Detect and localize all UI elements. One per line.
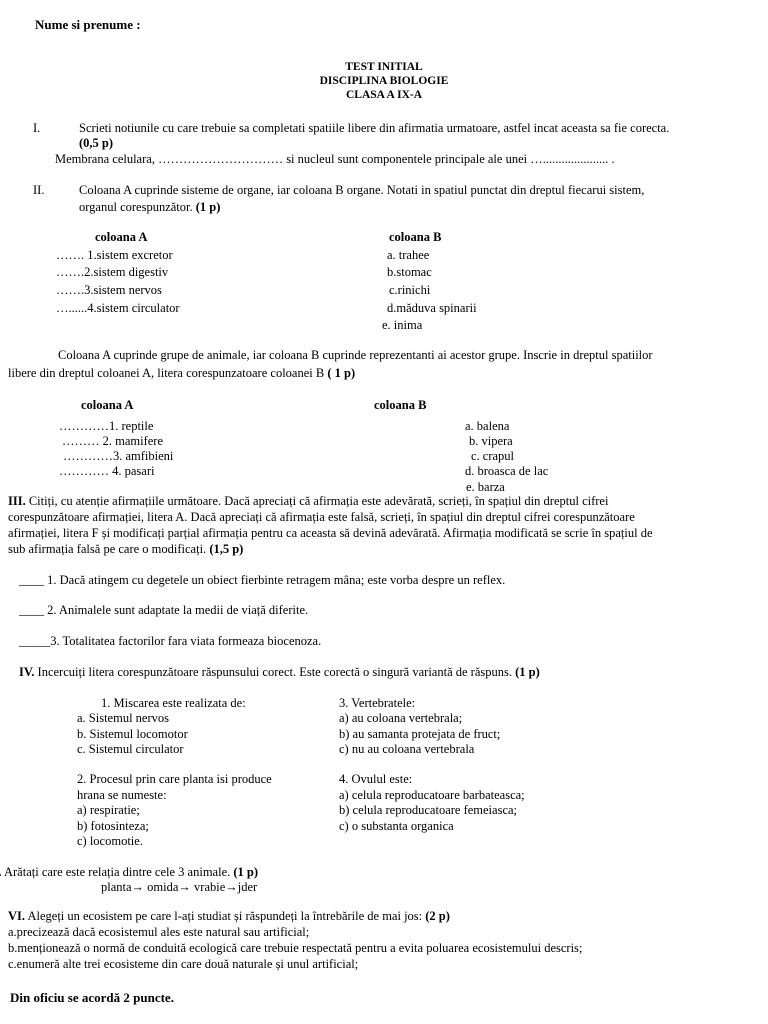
section-6-instruction: VI. Alegeți un ecosistem pe care l-ați studiat și răspundeți la întrebările de mai jos: (2 p) [8,909,450,923]
class-title: CLASA A IX-A [345,89,423,101]
section-3-number: III. [8,494,26,508]
section-3-instruction-line4: sub afirmația falsă pe care o modificați. (1,5 p) [8,542,244,556]
section-3-instruction-line3: afirmației, litera F și modificați parțial afirmația pentru ca aceasta să devină adevărată. Afirmația modificată se scrie în spațiul de [8,526,653,540]
column-b2-item: d. broasca de lac [465,464,549,478]
section-2-instruction-line1: Coloana A cuprinde sisteme de organe, iar coloana B organe. Notati in spatiul punctat din dreptul fiecarui sistem, [79,183,645,197]
question-3-stem: 3. Vertebratele: [339,696,416,710]
question-4-option[interactable]: a) celula reproducatoare barbateasca; [339,788,525,802]
discipline-title: DISCIPLINA BIOLOGIE [319,75,449,87]
section-5-number [0,865,2,879]
section-1-instruction: Scrieti notiunile cu care trebuie sa completati spatiile libere din afirmatia urmatoare, astfel incat aceasta sa fie corecta. [79,121,670,135]
column-b2-item: a. balena [465,419,510,433]
column-a-item: ……. 1.sistem excretor [56,248,173,262]
column-b2-item: c. crapul [471,449,515,463]
section-2b-points: ( 1 p) [327,366,356,380]
section-2b-instruction-line2: libere din dreptul coloanei A, litera corespunzatoare coloanei B ( 1 p) [8,366,356,380]
section-6-item-b: b.menționează o normă de conduită ecologică care trebuie respectată pentru a evita poluarea ecosistemului descris; [8,941,583,955]
question-1-option[interactable]: b. Sistemul locomotor [77,727,188,741]
column-a-item: …......4.sistem circulator [56,301,180,315]
question-2-option[interactable]: b) fotosinteza; [77,819,149,833]
section-1-number: I. [33,121,41,135]
statement-3: _____3. Totalitatea factorilor fara viata formeaza biocenoza. [19,634,322,648]
column-b2-item: e. barza [466,480,505,494]
question-1-option[interactable]: c. Sistemul circulator [77,742,184,756]
bonus-points-note: Din oficiu se acordă 2 puncte. [10,990,174,1005]
question-3-option[interactable]: b) au samanta protejata de fruct; [339,727,501,741]
column-a2-item: …………1. reptile [59,419,154,433]
column-b-item: a. trahee [387,248,430,262]
section-6-points: (2 p) [425,909,450,923]
question-3-option[interactable]: c) nu au coloana vertebrala [339,742,475,756]
section-6-item-a: a.precizează dacă ecosistemul ales este natural sau artificial; [8,925,310,939]
column-b-item: b.stomac [387,265,432,279]
question-3-option[interactable]: a) au coloana vertebrala; [339,711,463,725]
column-a-header: coloana A [95,230,148,244]
name-label: Nume si prenume : [35,17,141,32]
section-3-instruction-line2: corespunzătoare afirmației, litera A. Dacă apreciați că afirmația este falsă, scrieți, în spațiul din dreptul cifrei corespunzătoare [8,510,635,524]
section-5-points: (1 p) [233,865,259,879]
question-2-option[interactable]: a) respiratie; [77,803,140,817]
food-chain: planta→ omida→ vrabie→jder [101,880,258,894]
section-4-points: (1 p) [515,665,540,679]
statement-1: ____ 1. Dacă atingem cu degetele un obiect fierbinte retragem mâna; este vorba despre un reflex. [19,573,506,587]
question-2-option[interactable]: c) locomotie. [77,834,143,848]
column-a2-item: …………3. amfibieni [63,449,174,463]
question-4-option[interactable]: b) celula reproducatoare femeiasca; [339,803,518,817]
question-4-stem: 4. Ovulul este: [339,772,413,786]
section-6-number: VI. [8,909,26,923]
section-1-points: (0,5 p) [79,136,114,150]
question-4-option[interactable]: c) o substanta organica [339,819,454,833]
test-title: TEST INITIAL [345,61,423,73]
column-b2-item: b. vipera [469,434,513,448]
column-b-item: d.măduva spinarii [387,301,477,315]
column-b-item: c.rinichi [389,283,431,297]
section-4-number: IV. [19,665,35,679]
column-b-item: e. inima [382,318,423,332]
column-a-item: …….3.sistem nervos [56,283,162,297]
section-4-instruction: IV. Incercuiți litera corespunzătoare răspunsului corect. Este corectă o singură variantă de răspuns. (1 p) [19,665,540,679]
column-a2-item: ………… 4. pasari [59,464,155,478]
section-2-instruction-line2: organul corespunzător. (1 p) [79,200,221,214]
question-1-stem: 1. Miscarea este realizata de: [101,696,246,710]
question-2-stem: 2. Procesul prin care planta isi produce [77,772,272,786]
question-2-stem-cont: hrana se numeste: [77,788,167,802]
section-2-points: (1 p) [195,200,221,214]
column-a2-item: ……… 2. mamifere [62,434,164,448]
question-1-option[interactable]: a. Sistemul nervos [77,711,170,725]
column-b2-header: coloana B [374,398,427,412]
section-1-sentence: Membrana celulara, ………………………… si nucleul sunt componentele principale ale unei …..................... . [55,152,615,166]
section-2-number: II. [33,183,45,197]
section-5-instruction: Arătați care este relația dintre cele 3 animale. (1 p) [0,865,258,880]
column-a2-header: coloana A [81,398,134,412]
statement-2: ____ 2. Animalele sunt adaptate la medii de viață diferite. [19,603,309,617]
section-2b-instruction-line1: Coloana A cuprinde grupe de animale, iar coloana B cuprinde reprezentanti ai acestor grupe. Inscrie in dreptul spatiilor [58,348,653,362]
section-3-instruction-line1: III. Citiți, cu atenție afirmațiile următoare. Dacă apreciați că afirmația este adevărată, scrieți, în spațiul din dreptul cifrei [8,494,609,508]
section-6-item-c: c.enumeră alte trei ecosisteme din care două naturale și unul artificial; [8,957,359,971]
column-b-header: coloana B [389,230,442,244]
column-a-item: …….2.sistem digestiv [56,265,169,279]
section-3-points: (1,5 p) [209,542,244,556]
